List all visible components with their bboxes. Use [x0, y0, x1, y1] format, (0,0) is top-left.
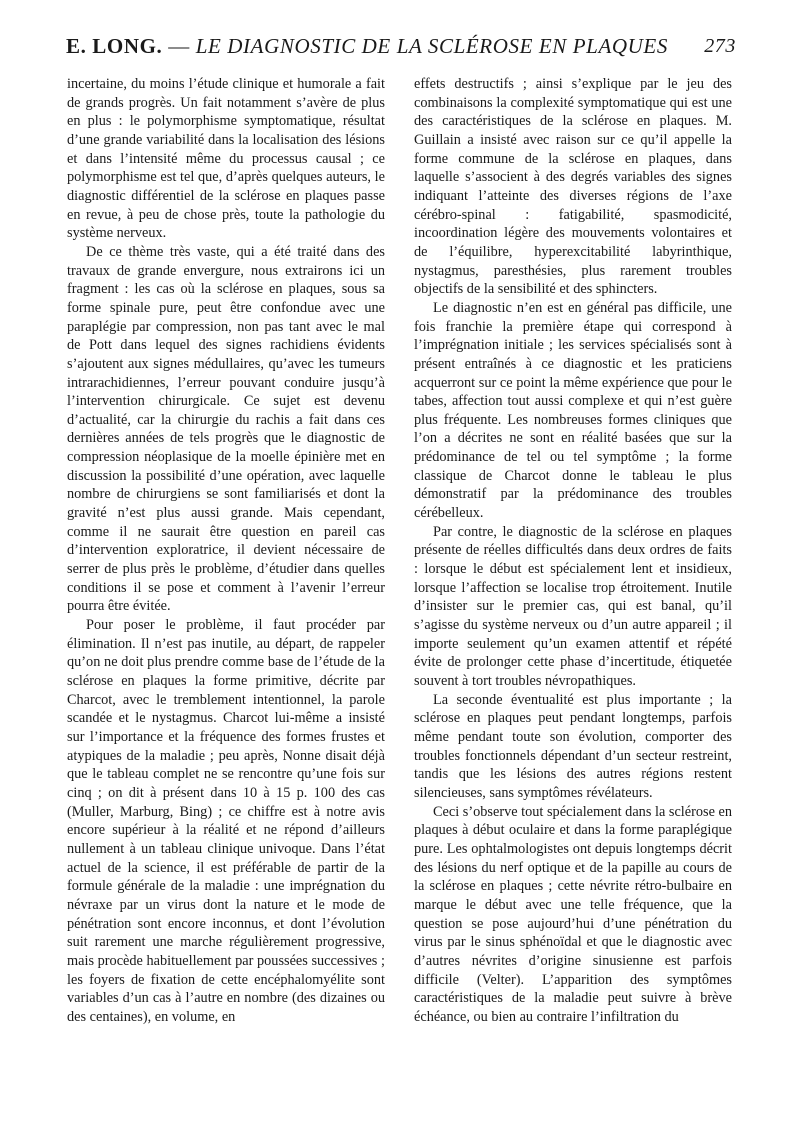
paragraph: Ceci s’observe tout spécialement dans la sclérose en plaques à début oculaire et dans la forme paraplégique pure. Les ophtalmologistes ont depuis longtemps décrit des lésions du nerf optique et de la papille au cours de la sclérose en plaques ; cette névrite rétro-bulbaire en marque le début avec une telle fréquence, que la question se pose aujourd’hui d’une pénétration du virus par le sinus sphénoïdal et que le diagnostic avec d’autres névrites d’origine sinusienne est parfois difficile (Velter). L’apparition des symptômes caractéristiques de la maladie peut suivre à brève échéance, ou bien au contraire l’infiltration du — [414, 803, 732, 1025]
paragraph: De ce thème très vaste, qui a été traité dans des travaux de grande envergure, nous extrairons ici un fragment : les cas où la sclérose en plaques, sous sa forme spinale pure, peut être confondue avec une paraplégie par compression, non pas tant avec le mal de Pott dans lequel des signes rachidiens évidents s’ajoutent aux signes médullaires, qu’avec les tumeurs intrarachidiennes, l’erreur pouvant conduire jusqu’à l’intervention chirurgicale. Ce sujet est devenu d’actualité, car la chirurgie du rachis a fait dans ces dernières années de tels progrès que le diagnostic de compression néoplasique de la moelle épinière met en discussion la possibilité d’une opération, avec laquelle nombre de chirurgiens se sont familiarisés et dont la gravité n’est plus aussi grande. Mais cependant, comme il ne saurait être question en pareil cas d’intervention exploratrice, il devient nécessaire de serrer de plus près le problème, d’étudier dans quelles conditions il se pose et comment à l’avenir l’erreur pourra être évitée. — [67, 243, 385, 615]
running-head — [66, 34, 736, 68]
paragraph: Par contre, le diagnostic de la sclérose en plaques présente de réelles difficultés dans deux ordres de faits : lorsque le début est spécialement lent et insidieux, lorsque l’affection se localise trop étroitement. Inutile d’insister sur le premier cas, qui est banal, qu’il s’agisse du système nerveux ou d’un autre appareil ; il importe seulement qu’un examen attentif et répété évite de prolonger cette phase d’incertitude, étiquetée souvent à tort troubles névropathiques. — [414, 523, 732, 689]
header-author: E. LONG. — [66, 34, 163, 58]
page-number: 273 — [704, 35, 736, 57]
header-title: LE DIAGNOSTIC DE LA SCLÉROSE EN PLAQUES — [195, 34, 668, 58]
paragraph: Pour poser le problème, il faut procéder par élimination. Il n’est pas inutile, au départ, de rappeler qu’on ne doit plus prendre comme base de l’étude de la sclérose en plaques la forme primitive, décrite par Charcot, avec le tremblement intentionnel, la parole scandée et le nystagmus. Charcot lui-même a insisté sur l’importance et la fréquence des formes frustes et atypiques de la maladie ; peu après, Nonne disait déjà que le tableau complet ne se rencontre qu’une fois sur cinq ; on dit à présent dans 10 à 15 p. 100 des cas (Muller, Marburg, Bing) ; ce chiffre est à notre avis encore supérieur à la réalité et ne répond d’ailleurs nullement à un tableau clinique univoque. Dans l’état actuel de la science, il est préférable de partir de la formule générale de la maladie : une imprégnation du névraxe par un virus dont la nature et le mode de pénétration sont encore inconnus, et dont l’évolution suit rarement une marche régulièrement progressive, mais procède habituellement par poussées successives ; les foyers de fixation de cette encéphalomyélite sont variables d’un cas à l’autre en nombre (des dizaines ou des centaines), en volume, en — [67, 617, 385, 1025]
paragraph: La seconde éventualité est plus importante ; la sclérose en plaques peut pendant longtemps, parfois même pendant toute son évolution, comporter des troubles fonctionnels dépendant d’un secteur restreint, tandis que les lésions des autres régions restent silencieuses, sans symptômes révélateurs. — [414, 691, 732, 801]
paragraph: incertaine, du moins l’étude clinique et humorale a fait de grands progrès. Un fait notamment s’avère de plus en plus : le polymorphisme symptomatique, résultat d’une grande variabilité dans la localisation des lésions et dans l’intensité même du processus causal ; ce polymorphisme est tel que, d’après quelques auteurs, le diagnostic différentiel de la sclérose en plaques passe en revue, à peu de chose près, toute la pathologie du système nerveux. — [67, 76, 385, 242]
paragraph: effets destructifs ; ainsi s’explique par le jeu des combinaisons la complexité symptomatique qui est une des caractéristiques de la sclérose en plaques. M. Guillain a insisté avec raison sur ce qu’il appelle la forme commune de la sclérose en plaques, dans laquelle s’associent à des degrés variables des signes indiquant l’atteinte des diverses régions de l’axe cérébro-spinal : fatigabilité, spasmodicité, incoordination légère des mouvements volontaires et de l’équilibre, hyperexcitabilité labyrinthique, nystagmus, paresthésies, plus rarement troubles objectifs de la sensibilité et des sphincters. — [414, 76, 732, 298]
paragraph: Le diagnostic n’en est en général pas difficile, une fois franchie la première étape qui correspond à l’imprégnation initiale ; les services spécialisés sont à présent entraînés à ce diagnostic et les praticiens acquerront sur ce point la même expérience que pour le tabes, affection tout aussi complexe et qui n’est guère plus fréquente. Les nombreuses formes cliniques que l’on a décrites ne sont en réalité basées que sur la prédominance de tel ou tel symptôme ; la forme classique de Charcot donne le tableau le plus démonstratif par la prédominance des troubles cérébelleux. — [414, 299, 732, 522]
header-separator: — — [168, 34, 190, 58]
left-column — [67, 75, 385, 1026]
right-column — [414, 75, 732, 1026]
